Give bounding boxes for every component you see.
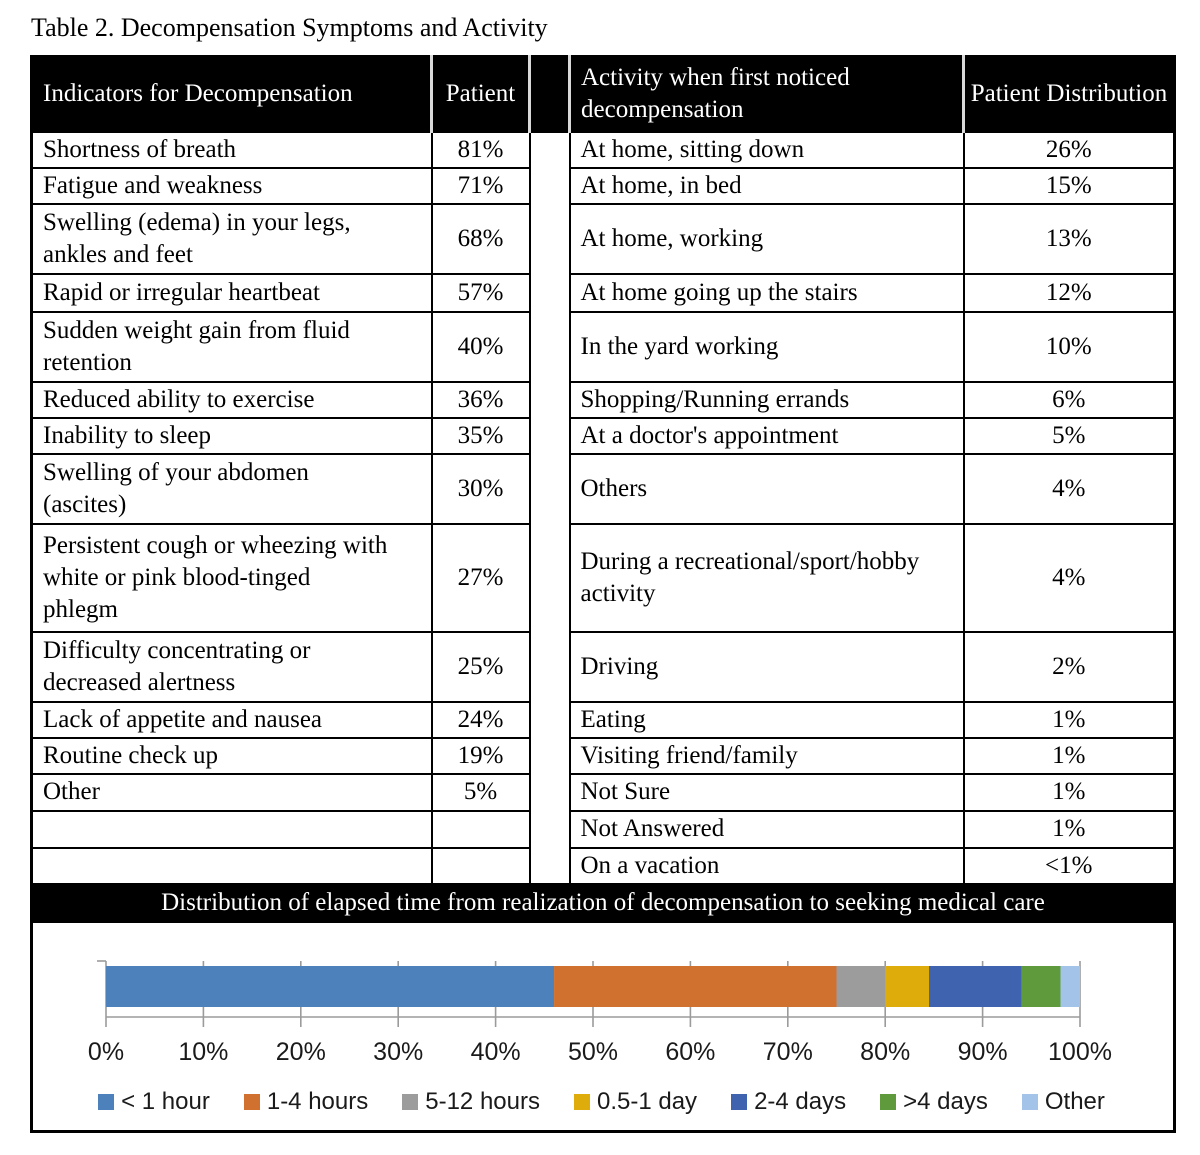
table-row xyxy=(32,632,1175,702)
legend-item xyxy=(574,1086,697,1118)
table-row xyxy=(32,382,1175,418)
legend-swatch-icon xyxy=(880,1094,896,1110)
header-distribution: Patient Distribution xyxy=(964,57,1175,132)
indicator-cell: Lack of appetite and nausea xyxy=(32,702,432,738)
header-row xyxy=(32,57,1175,132)
legend-label: 0.5-1 day xyxy=(596,1087,698,1115)
spacer-cell xyxy=(530,312,570,382)
spacer-cell xyxy=(530,848,570,884)
patient-cell: 57% xyxy=(432,274,530,312)
table-row xyxy=(32,702,1175,738)
legend-label: 5-12 hours xyxy=(425,1087,540,1115)
svg-text:10%: 10% xyxy=(178,1037,229,1066)
table-row xyxy=(32,204,1175,274)
legend-item xyxy=(880,1086,988,1118)
patient-cell: 71% xyxy=(432,168,530,204)
spacer-cell xyxy=(530,702,570,738)
header-indicators: Indicators for Decompensation xyxy=(32,57,432,132)
activity-cell: At home, in bed xyxy=(570,168,964,204)
activity-cell: Not Sure xyxy=(570,774,964,811)
activity-cell: Eating xyxy=(570,702,964,738)
table-row xyxy=(32,848,1175,884)
spacer-cell xyxy=(530,204,570,274)
spacer-cell xyxy=(530,738,570,774)
legend-swatch-icon xyxy=(1022,1094,1038,1110)
patient-cell xyxy=(432,848,530,884)
indicator-cell: Sudden weight gain from fluid retention xyxy=(32,312,432,382)
distribution-cell: 15% xyxy=(964,168,1175,204)
spacer-cell xyxy=(530,382,570,418)
spacer-cell xyxy=(530,632,570,702)
activity-cell: Driving xyxy=(570,632,964,702)
table-row xyxy=(32,132,1175,168)
activity-cell: At home, sitting down xyxy=(570,132,964,168)
indicator-cell: Swelling (edema) in your legs, ankles and feet xyxy=(32,204,432,274)
legend-swatch-icon xyxy=(574,1094,590,1110)
spacer-cell xyxy=(530,454,570,524)
patient-cell: 19% xyxy=(432,738,530,774)
legend-label: 1-4 hours xyxy=(266,1087,369,1115)
svg-text:20%: 20% xyxy=(275,1037,326,1066)
distribution-cell: 1% xyxy=(964,702,1175,738)
table-row xyxy=(32,418,1175,454)
indicator-cell xyxy=(32,848,432,884)
table-caption: Table 2. Decompensation Symptoms and Activity xyxy=(31,13,548,42)
activity-cell: Others xyxy=(570,454,964,524)
svg-text:100%: 100% xyxy=(1048,1037,1112,1066)
activity-cell: At a doctor's appointment xyxy=(570,418,964,454)
patient-cell xyxy=(432,811,530,848)
activity-cell: Not Answered xyxy=(570,811,964,848)
header-spacer xyxy=(530,57,570,132)
table-row xyxy=(32,312,1175,382)
patient-cell: 40% xyxy=(432,312,530,382)
chart-title-banner: Distribution of elapsed time from realization of decompensation to seeking medical care xyxy=(32,884,1175,922)
spacer-cell xyxy=(530,524,570,632)
activity-cell: In the yard working xyxy=(570,312,964,382)
indicator-cell: Persistent cough or wheezing with white or pink blood-tinged phlegm xyxy=(32,524,432,632)
distribution-cell: 13% xyxy=(964,204,1175,274)
indicator-cell: Difficulty concentrating or decreased alertness xyxy=(32,632,432,702)
spacer-cell xyxy=(530,418,570,454)
chart-title-row xyxy=(32,884,1175,922)
patient-cell: 81% xyxy=(432,132,530,168)
spacer-cell xyxy=(530,274,570,312)
spacer-cell xyxy=(530,132,570,168)
patient-cell: 35% xyxy=(432,418,530,454)
activity-cell: On a vacation xyxy=(570,848,964,884)
distribution-cell: 1% xyxy=(964,738,1175,774)
indicator-cell: Other xyxy=(32,774,432,811)
distribution-cell: 26% xyxy=(964,132,1175,168)
legend-item xyxy=(731,1086,846,1118)
svg-text:90%: 90% xyxy=(957,1037,1008,1066)
distribution-cell: 5% xyxy=(964,418,1175,454)
svg-text:40%: 40% xyxy=(470,1037,521,1066)
distribution-cell: <1% xyxy=(964,848,1175,884)
legend-swatch-icon xyxy=(98,1094,114,1110)
patient-cell: 5% xyxy=(432,774,530,811)
patient-cell: 25% xyxy=(432,632,530,702)
patient-cell: 36% xyxy=(432,382,530,418)
legend-swatch-icon xyxy=(244,1094,260,1110)
legend-label: < 1 hour xyxy=(121,1087,210,1115)
svg-text:60%: 60% xyxy=(665,1037,716,1066)
legend-swatch-icon xyxy=(731,1094,747,1110)
indicator-cell xyxy=(32,811,432,848)
spacer-cell xyxy=(530,774,570,811)
chart-cell xyxy=(32,922,1175,1132)
indicator-cell: Fatigue and weakness xyxy=(32,168,432,204)
patient-cell: 30% xyxy=(432,454,530,524)
activity-cell: Shopping/Running errands xyxy=(570,382,964,418)
legend-item xyxy=(244,1086,368,1118)
patient-cell: 24% xyxy=(432,702,530,738)
svg-text:80%: 80% xyxy=(860,1037,911,1066)
header-patient: Patient xyxy=(432,57,530,132)
patient-cell: 27% xyxy=(432,524,530,632)
legend-label: 2-4 days xyxy=(754,1087,847,1115)
stacked-bar-plot xyxy=(33,935,1170,1076)
legend-item xyxy=(98,1086,210,1118)
indicator-cell: Inability to sleep xyxy=(32,418,432,454)
legend-swatch-icon xyxy=(402,1094,418,1110)
chart-legend xyxy=(33,1086,1170,1118)
indicator-cell: Routine check up xyxy=(32,738,432,774)
spacer-cell xyxy=(530,811,570,848)
distribution-cell: 4% xyxy=(964,524,1175,632)
svg-text:30%: 30% xyxy=(373,1037,424,1066)
activity-cell: During a recreational/sport/hobby activity xyxy=(570,524,964,632)
chart-row xyxy=(32,922,1175,1132)
table-row xyxy=(32,774,1175,811)
table-row xyxy=(32,454,1175,524)
indicator-cell: Swelling of your abdomen (ascites) xyxy=(32,454,432,524)
table-row xyxy=(32,738,1175,774)
header-activity: Activity when first noticed decompensation xyxy=(570,57,964,132)
distribution-cell: 1% xyxy=(964,774,1175,811)
table-row xyxy=(32,811,1175,848)
indicator-cell: Shortness of breath xyxy=(32,132,432,168)
table-row xyxy=(32,168,1175,204)
decompensation-table xyxy=(30,55,1176,1133)
indicator-cell: Rapid or irregular heartbeat xyxy=(32,274,432,312)
patient-cell: 68% xyxy=(432,204,530,274)
table-row xyxy=(32,274,1175,312)
legend-label: Other xyxy=(1044,1087,1105,1115)
svg-text:50%: 50% xyxy=(567,1037,619,1066)
distribution-cell: 4% xyxy=(964,454,1175,524)
spacer-cell xyxy=(530,168,570,204)
svg-text:0%: 0% xyxy=(87,1037,125,1066)
distribution-cell: 12% xyxy=(964,274,1175,312)
legend-item xyxy=(402,1086,540,1118)
legend-label: >4 days xyxy=(903,1087,988,1115)
legend-item xyxy=(1022,1086,1105,1118)
indicator-cell: Reduced ability to exercise xyxy=(32,382,432,418)
distribution-cell: 6% xyxy=(964,382,1175,418)
distribution-cell: 1% xyxy=(964,811,1175,848)
activity-cell: At home going up the stairs xyxy=(570,274,964,312)
table-row xyxy=(32,524,1175,632)
activity-cell: Visiting friend/family xyxy=(570,738,964,774)
distribution-cell: 2% xyxy=(964,632,1175,702)
distribution-cell: 10% xyxy=(964,312,1175,382)
elapsed-time-chart xyxy=(33,935,1170,1118)
activity-cell: At home, working xyxy=(570,204,964,274)
svg-text:70%: 70% xyxy=(762,1037,813,1066)
